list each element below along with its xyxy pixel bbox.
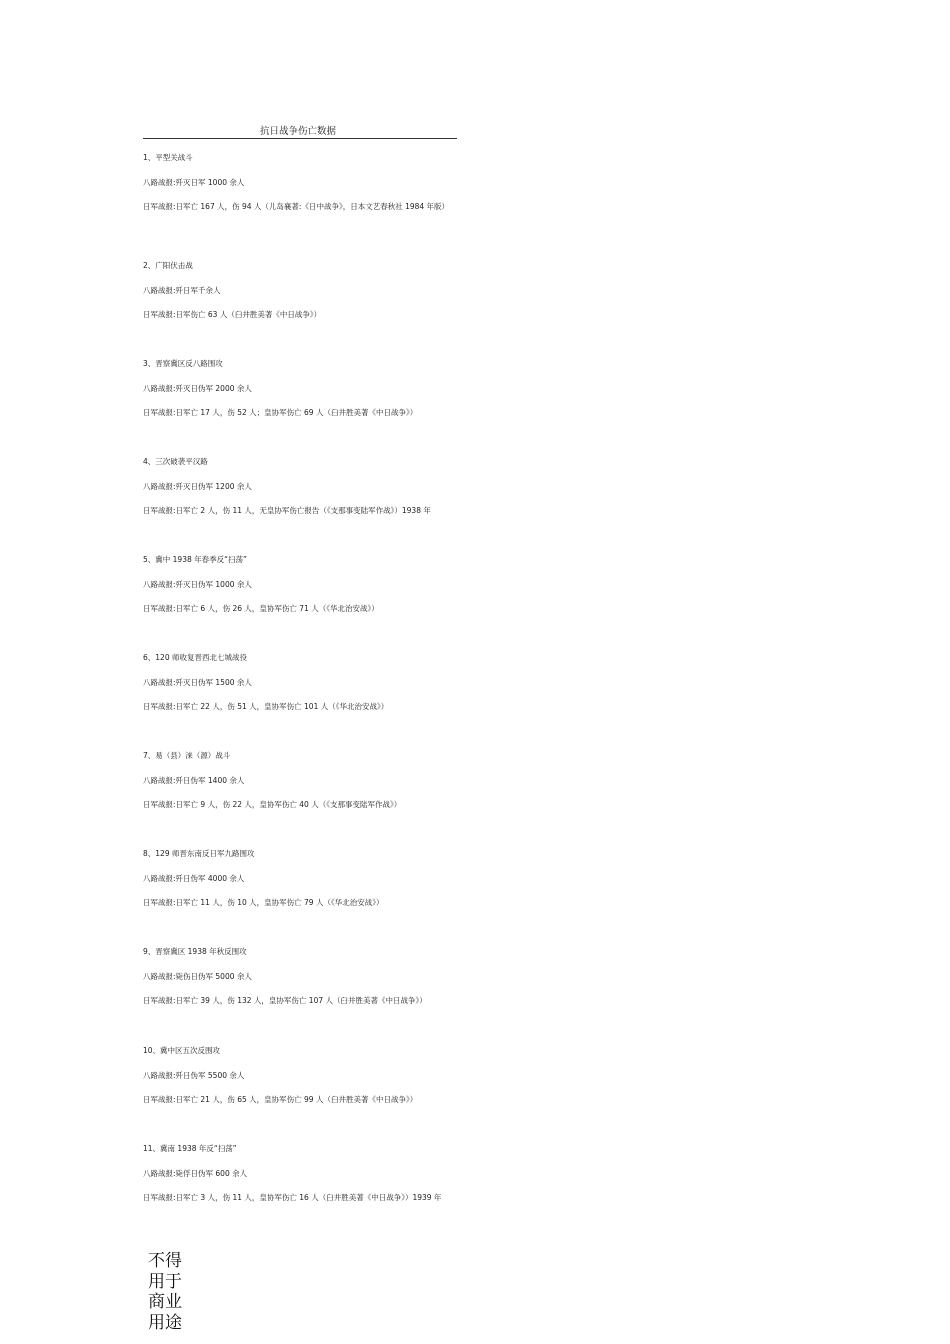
eighth-route-report: 八路战报:毙俘日伪军 600 余人 xyxy=(143,1169,248,1178)
eighth-route-report: 八路战报:歼灭日伪军 1500 余人 xyxy=(143,678,252,687)
japanese-report: 日军战报:日军亡 2 人，伤 11 人，无皇协军伤亡报告（《支那事变陆军作战》）1938 年 xyxy=(143,506,431,515)
document-title xyxy=(143,125,457,139)
japanese-report: 日军战报:日军伤亡 63 人（臼井胜美著《中日战争》） xyxy=(143,310,322,319)
eighth-route-report: 八路战报:歼灭日军 1000 余人 xyxy=(143,178,245,187)
entry-heading: 2、广阳伏击战 xyxy=(143,261,193,270)
japanese-report: 日军战报:日军亡 167 人，伤 94 人（儿岛襄著:《日中战争》，日本文艺春秋社 1984 年版） xyxy=(143,202,450,211)
japanese-report: 日军战报:日军亡 6 人，伤 26 人，皇协军伤亡 71 人（《华北治安战》） xyxy=(143,604,379,613)
eighth-route-report: 八路战报:歼灭日伪军 2000 余人 xyxy=(143,384,252,393)
eighth-route-report: 八路战报:毙伤日伪军 5000 余人 xyxy=(143,972,252,981)
eighth-route-report: 八路战报:歼灭日伪军 1200 余人 xyxy=(143,482,252,491)
entry-heading: 7、易（县）涞（源）战斗 xyxy=(143,751,231,760)
japanese-report: 日军战报:日军亡 22 人，伤 51 人，皇协军伤亡 101 人（《华北治安战》） xyxy=(143,702,389,711)
document-title-text: 抗日战争伤亡数据 xyxy=(260,126,337,137)
japanese-report: 日军战报:日军亡 11 人，伤 10 人，皇协军伤亡 79 人（《华北治安战》） xyxy=(143,898,384,907)
eighth-route-report: 八路战报:歼日伪军 5500 余人 xyxy=(143,1071,245,1080)
entry-heading: 8、129 师晋东南反日军九路围攻 xyxy=(143,849,255,858)
eighth-route-report: 八路战报:歼日军千余人 xyxy=(143,286,221,295)
eighth-route-report: 八路战报:歼日伪军 4000 余人 xyxy=(143,874,245,883)
japanese-report: 日军战报:日军亡 9 人，伤 22 人，皇协军伤亡 40 人（《支那事变陆军作战》） xyxy=(143,800,402,809)
japanese-report: 日军战报:日军亡 3 人，伤 11 人，皇协军伤亡 16 人（臼井胜美著《中日战争》）1939 年 xyxy=(143,1193,442,1202)
japanese-report: 日军战报:日军亡 17 人，伤 52 人；皇协军伤亡 69 人（臼井胜美著《中日战争》） xyxy=(143,408,418,417)
entry-heading: 11、冀南 1938 年反“扫荡” xyxy=(143,1144,237,1153)
japanese-report: 日军战报:日军亡 21 人，伤 65 人，皇协军伤亡 99 人（臼井胜美著《中日战争》） xyxy=(143,1095,418,1104)
entry-heading: 9、晋察冀区 1938 年秋反围攻 xyxy=(143,947,247,956)
entry-heading: 3、晋察冀区反八路围攻 xyxy=(143,359,223,368)
commercial-use-notice: 不得用于商业用途 xyxy=(148,1251,182,1333)
entry-heading: 10、冀中区五次反围攻 xyxy=(143,1046,221,1055)
japanese-report: 日军战报:日军亡 39 人，伤 132 人，皇协军伤亡 107 人（臼井胜美著《中日战争》） xyxy=(143,996,427,1005)
eighth-route-report: 八路战报:歼日伪军 1400 余人 xyxy=(143,776,245,785)
entry-heading: 6、120 师收复晋西北七城战役 xyxy=(143,653,247,662)
entry-heading: 5、冀中 1938 年春季反“扫荡” xyxy=(143,555,247,564)
entry-heading: 1、平型关战斗 xyxy=(143,153,193,162)
eighth-route-report: 八路战报:歼灭日伪军 1000 余人 xyxy=(143,580,252,589)
entry-heading: 4、三次破袭平汉路 xyxy=(143,457,208,466)
